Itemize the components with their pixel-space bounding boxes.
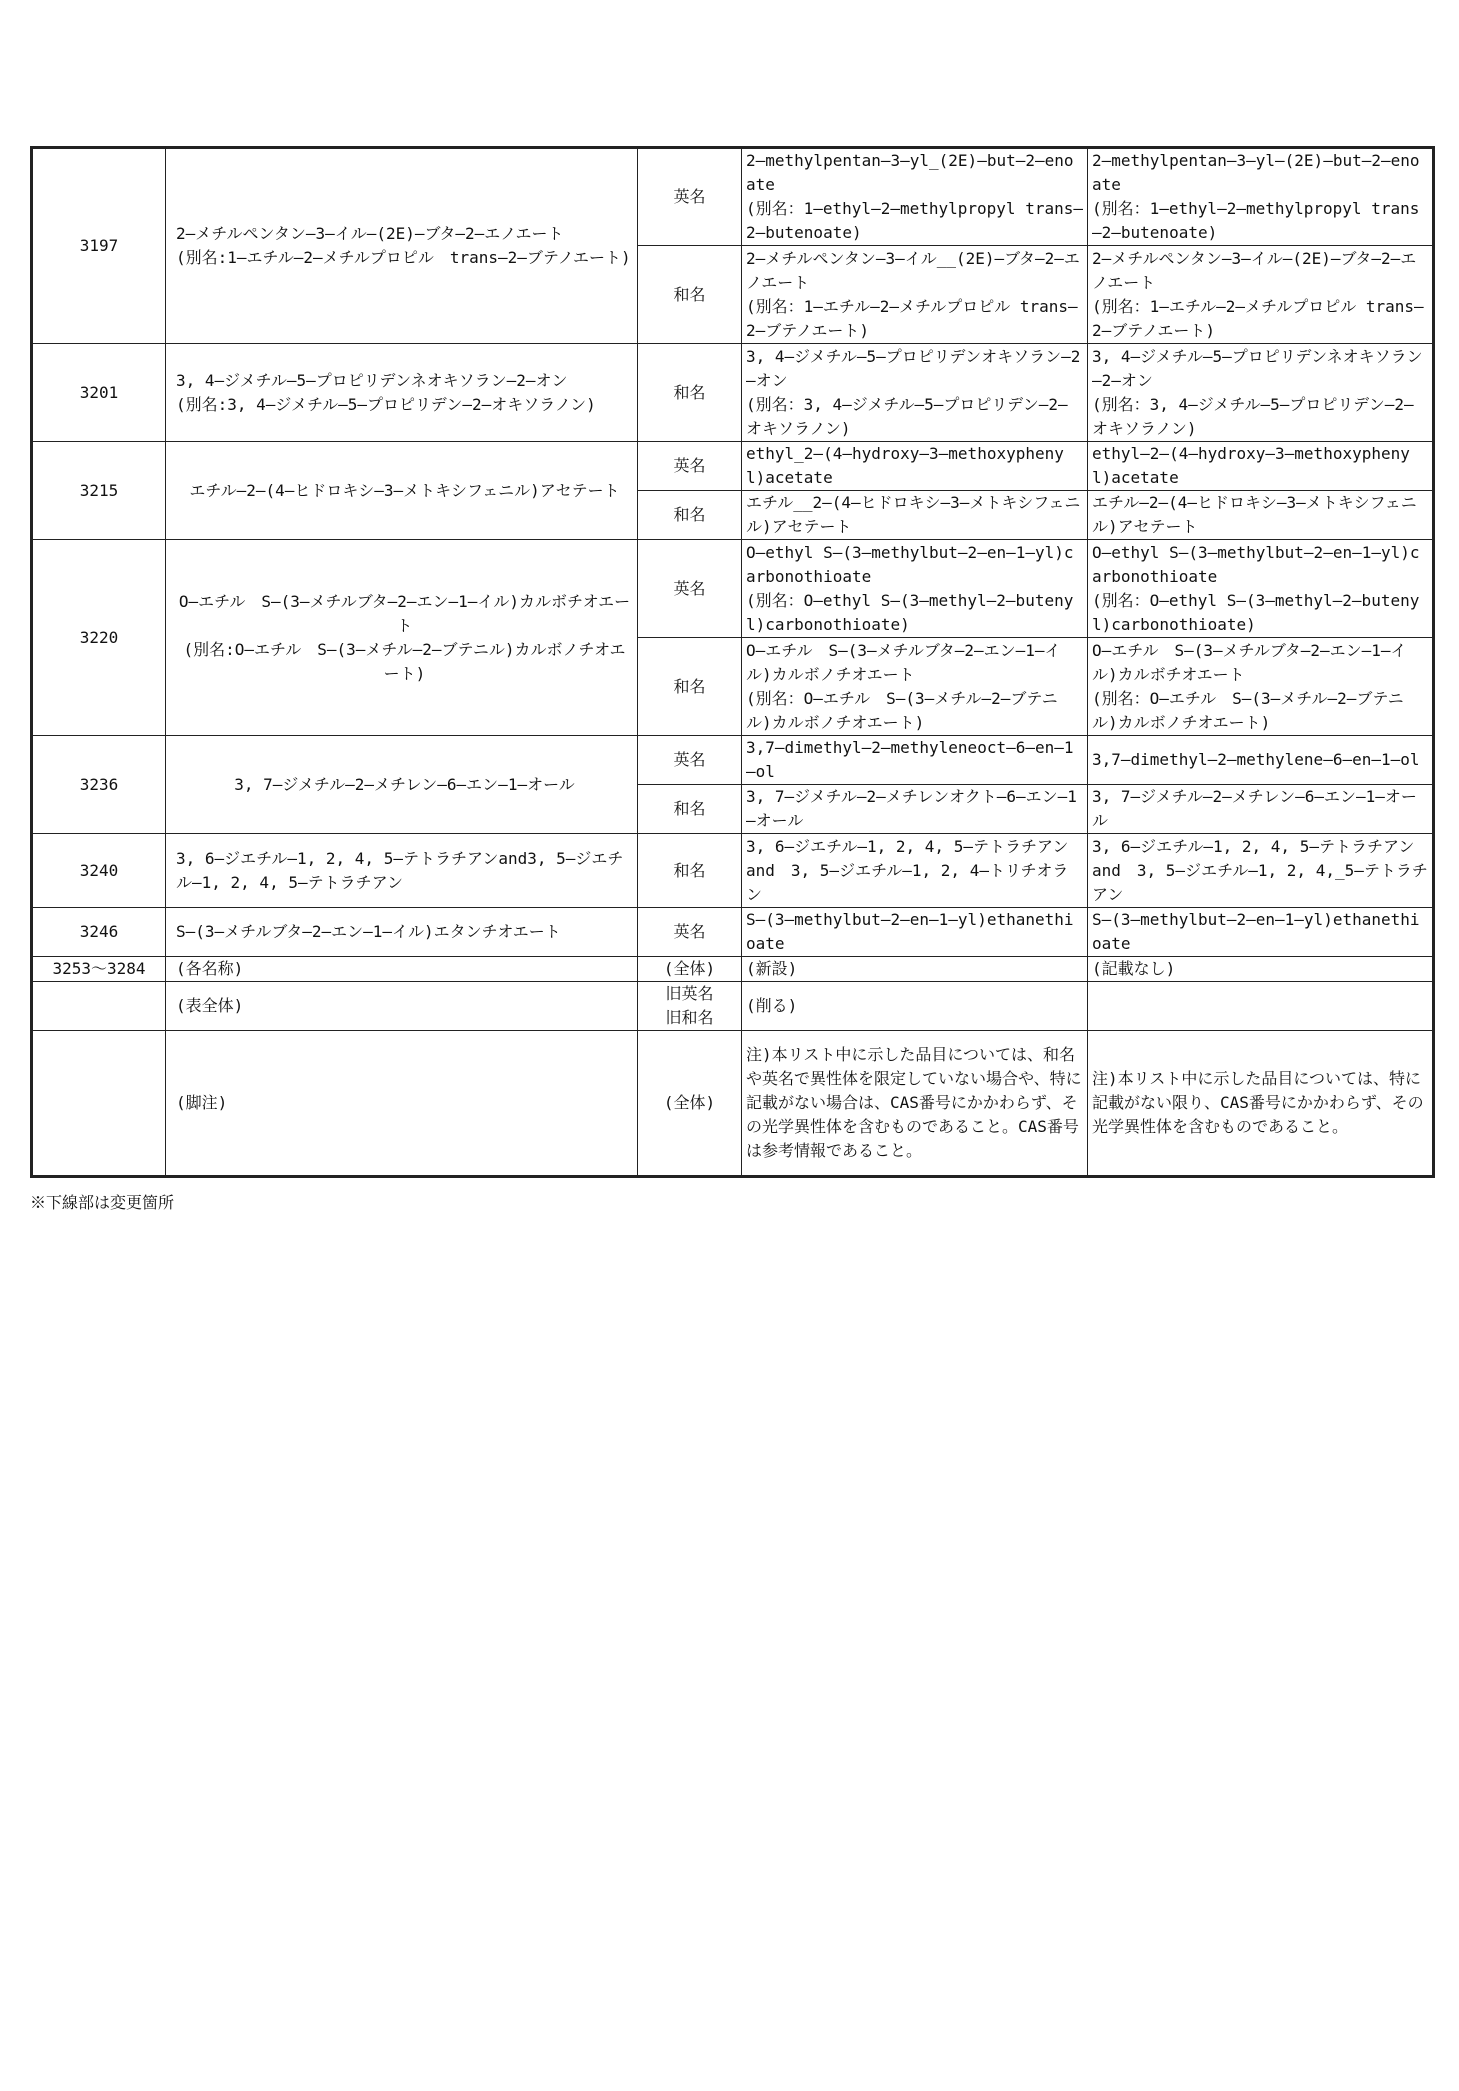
revised-text: 2—methylpentan—3—yl_(2E)—but—2—enoate (別名：1—ethyl—2—methylpropyl trans—2—butenoate) bbox=[742, 148, 1088, 246]
table-row bbox=[32, 736, 1434, 785]
current-text: エチル—2—(4—ヒドロキシ—3—メトキシフェニル)アセテート bbox=[1088, 491, 1434, 540]
name-type-label: 英名 bbox=[638, 540, 742, 638]
item-name: S—(3—メチルブタ—2—エン—1—イル)エタンチオエート bbox=[166, 908, 638, 957]
name-type-label: 和名 bbox=[638, 785, 742, 834]
name-type-label: (全体) bbox=[638, 957, 742, 982]
item-number: 3201 bbox=[32, 344, 166, 442]
revised-text: (削る) bbox=[742, 982, 1088, 1031]
current-text: 3, 4—ジメチル—5—プロピリデンネオキソラン—2—オン (別名：3, 4—ジメチル—5—プロピリデン—2—オキソラノン) bbox=[1088, 344, 1434, 442]
item-name: (表全体) bbox=[166, 982, 638, 1031]
item-number: 3240 bbox=[32, 834, 166, 908]
table-row bbox=[32, 957, 1434, 982]
revised-text: 注)本リスト中に示した品目については、和名や英名で異性体を限定していない場合や、特に記載がない場合は、CAS番号にかかわらず、その光学異性体を含むものであること。CAS番号は参考情報であること。 bbox=[742, 1031, 1088, 1177]
revised-text: 2—メチルペンタン—3—イル__(2E)—ブタ—2—エノエート (別名：1—エチル—2—メチルプロピル trans—2—ブテノエート) bbox=[742, 246, 1088, 344]
table-row bbox=[32, 344, 1434, 442]
current-text: O—ethyl S—(3—methylbut—2—en—1—yl)carbonothioate (別名：O—ethyl S—(3—methyl—2—butenyl)carbonothioate) bbox=[1088, 540, 1434, 638]
current-text: O—エチル S—(3—メチルブタ—2—エン—1—イル)カルボチオエート (別名：O—エチル S—(3—メチル—2—ブテニル)カルボノチオエート) bbox=[1088, 638, 1434, 736]
name-type-label: 旧英名 旧和名 bbox=[638, 982, 742, 1031]
item-number: 3246 bbox=[32, 908, 166, 957]
table-row bbox=[32, 148, 1434, 246]
name-type-label: 和名 bbox=[638, 491, 742, 540]
name-type-label: 英名 bbox=[638, 148, 742, 246]
current-text bbox=[1088, 982, 1434, 1031]
amendment-table bbox=[30, 146, 1435, 1178]
table-row bbox=[32, 442, 1434, 491]
item-name: エチル—2—(4—ヒドロキシ—3—メトキシフェニル)アセテート bbox=[166, 442, 638, 540]
item-number: 3253～3284 bbox=[32, 957, 166, 982]
revised-text: 3, 4—ジメチル—5—プロピリデンオキソラン—2—オン (別名：3, 4—ジメチル—5—プロピリデン—2—オキソラノン) bbox=[742, 344, 1088, 442]
revised-text: エチル__2—(4—ヒドロキシ—3—メトキシフェニル)アセテート bbox=[742, 491, 1088, 540]
current-text: ethyl—2—(4—hydroxy—3—methoxyphenyl)acetate bbox=[1088, 442, 1434, 491]
current-text: S—(3—methylbut—2—en—1—yl)ethanethioate bbox=[1088, 908, 1434, 957]
table-row bbox=[32, 540, 1434, 638]
revised-text: O—ethyl S—(3—methylbut—2—en—1—yl)carbonothioate (別名：O—ethyl S—(3—methyl—2—butenyl)carbonothioate) bbox=[742, 540, 1088, 638]
current-text: 3,7—dimethyl—2—methylene—6—en—1—ol bbox=[1088, 736, 1434, 785]
revised-text: 3, 6—ジエチル—1, 2, 4, 5—テトラチアン and 3, 5—ジエチル—1, 2, 4—トリチオラン bbox=[742, 834, 1088, 908]
item-number bbox=[32, 1031, 166, 1177]
name-type-label: 和名 bbox=[638, 638, 742, 736]
table-row bbox=[32, 834, 1434, 908]
table-row bbox=[32, 982, 1434, 1031]
current-text: 3, 7—ジメチル—2—メチレン—6—エン—1—オール bbox=[1088, 785, 1434, 834]
current-text: 注)本リスト中に示した品目については、特に記載がない限り、CAS番号にかかわらず、その光学異性体を含むものであること。 bbox=[1088, 1031, 1434, 1177]
item-number bbox=[32, 982, 166, 1031]
item-name: (脚注) bbox=[166, 1031, 638, 1177]
item-number: 3215 bbox=[32, 442, 166, 540]
name-type-label: 和名 bbox=[638, 344, 742, 442]
name-type-label: 和名 bbox=[638, 246, 742, 344]
item-name: (各名称) bbox=[166, 957, 638, 982]
current-text: 2—methylpentan—3—yl—(2E)—but—2—enoate (別名：1—ethyl—2—methylpropyl trans—2—butenoate) bbox=[1088, 148, 1434, 246]
revised-text: 3,7—dimethyl—2—methyleneoct—6—en—1—ol bbox=[742, 736, 1088, 785]
current-text: 3, 6—ジエチル—1, 2, 4, 5—テトラチアン and 3, 5—ジエチル—1, 2, 4,_5—テトラチアン bbox=[1088, 834, 1434, 908]
table-row bbox=[32, 908, 1434, 957]
name-type-label: (全体) bbox=[638, 1031, 742, 1177]
current-text: (記載なし) bbox=[1088, 957, 1434, 982]
table-row bbox=[32, 1031, 1434, 1177]
name-type-label: 英名 bbox=[638, 736, 742, 785]
item-name: 3, 6—ジエチル—1, 2, 4, 5—テトラチアンand3, 5—ジエチル—1, 2, 4, 5—テトラチアン bbox=[166, 834, 638, 908]
item-name: O—エチル S—(3—メチルブタ—2—エン—1—イル)カルボチオエート (別名:O—エチル S—(3—メチル—2—ブテニル)カルボノチオエート) bbox=[166, 540, 638, 736]
item-name: 3, 4—ジメチル—5—プロピリデンネオキソラン—2—オン (別名:3, 4—ジメチル—5—プロピリデン—2—オキソラノン) bbox=[166, 344, 638, 442]
underline-note: ※下線部は変更箇所 bbox=[30, 1193, 175, 1212]
item-number: 3197 bbox=[32, 148, 166, 344]
name-type-label: 和名 bbox=[638, 834, 742, 908]
revised-text: S—(3—methylbut—2—en—1—yl)ethanethioate bbox=[742, 908, 1088, 957]
item-number: 3220 bbox=[32, 540, 166, 736]
revised-text: ethyl_2—(4—hydroxy—3—methoxyphenyl)acetate bbox=[742, 442, 1088, 491]
item-name: 2—メチルペンタン—3—イル—(2E)—ブタ—2—エノエート (別名:1—エチル—2—メチルプロピル trans—2—ブテノエート) bbox=[166, 148, 638, 344]
item-name: 3, 7—ジメチル—2—メチレン—6—エン—1—オール bbox=[166, 736, 638, 834]
current-text: 2—メチルペンタン—3—イル—(2E)—ブタ—2—エノエート (別名：1—エチル—2—メチルプロピル trans—2—ブテノエート) bbox=[1088, 246, 1434, 344]
revised-text: 3, 7—ジメチル—2—メチレンオクト—6—エン—1—オール bbox=[742, 785, 1088, 834]
name-type-label: 英名 bbox=[638, 442, 742, 491]
revised-text: (新設) bbox=[742, 957, 1088, 982]
revised-text: O—エチル S—(3—メチルブタ—2—エン—1—イル)カルボノチオエート (別名：O—エチル S—(3—メチル—2—ブテニル)カルボノチオエート) bbox=[742, 638, 1088, 736]
name-type-label: 英名 bbox=[638, 908, 742, 957]
item-number: 3236 bbox=[32, 736, 166, 834]
